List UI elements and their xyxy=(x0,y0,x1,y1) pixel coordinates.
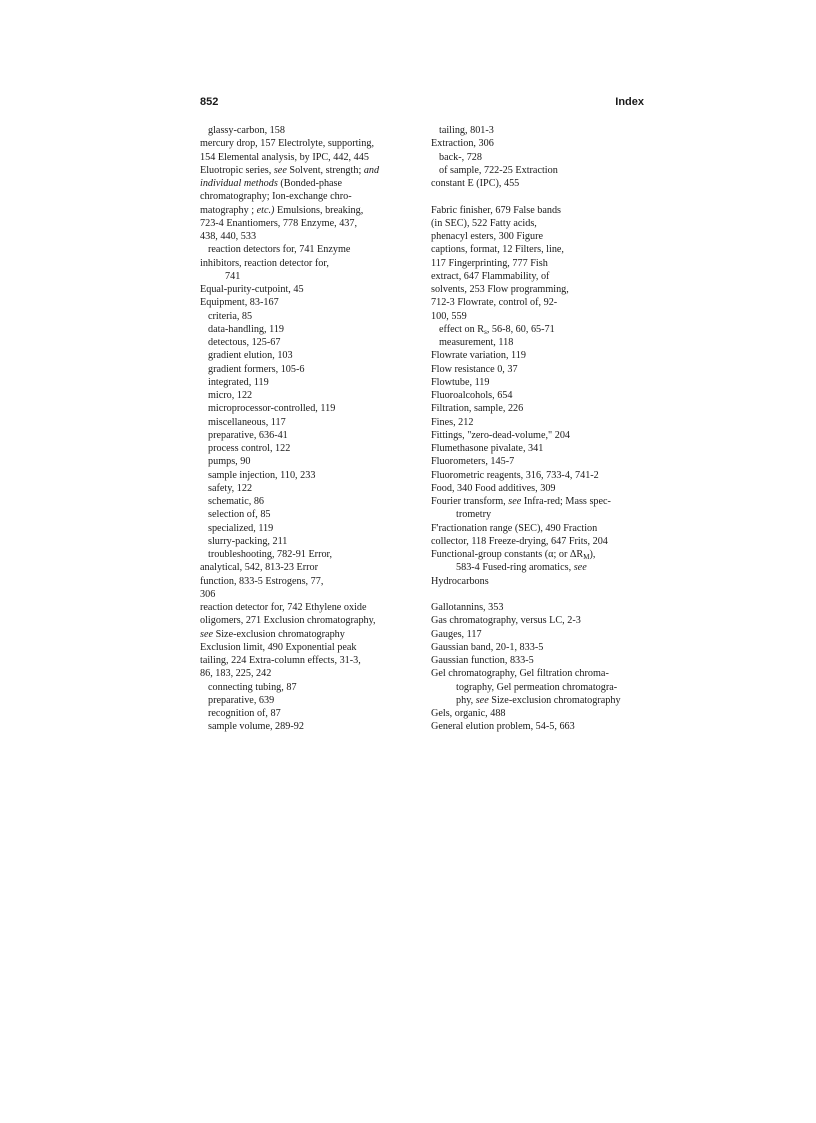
index-entry xyxy=(200,548,416,561)
entry-t: Gaussian band, 20-1, 833-5 xyxy=(431,641,544,653)
index-entry xyxy=(200,389,416,402)
entry-t: gradient elution, 103 xyxy=(208,350,293,362)
entry-i2: and xyxy=(363,164,380,176)
index-entry xyxy=(200,694,416,707)
entry-t2: , 56-8, 60, 65-71 xyxy=(486,323,555,335)
entry-t: reaction detector for, 742 Ethylene oxide xyxy=(200,602,367,613)
entry-t: sample injection, 110, 233 xyxy=(208,469,316,481)
index-entry xyxy=(200,535,416,548)
index-entry xyxy=(431,561,651,574)
index-entry xyxy=(200,495,416,508)
entry-t: 438, 440, 533 xyxy=(200,231,257,242)
entry-t2: Emulsions, breaking, xyxy=(274,204,364,216)
index-entry xyxy=(431,389,651,402)
index-entry xyxy=(200,296,416,309)
entry-t2: Size-exclusion chromatography xyxy=(213,628,345,640)
entry-t: Food, 340 Food additives, 309 xyxy=(431,482,556,494)
index-entry xyxy=(431,151,651,164)
entry-t: 723-4 Enantiomers, 778 Enzyme, 437, xyxy=(200,217,358,229)
entry-t: 712-3 Flowrate, control of, 92- xyxy=(431,297,558,309)
index-entry xyxy=(200,177,416,190)
index-entry xyxy=(431,310,651,323)
index-entry xyxy=(200,190,416,203)
entry-t2: (Bonded-phase xyxy=(277,178,343,189)
index-entry xyxy=(431,402,651,415)
index-entry xyxy=(200,575,416,588)
entry-t: 741 xyxy=(225,270,241,282)
index-entry xyxy=(200,336,416,349)
index-entry xyxy=(431,283,651,296)
index-entry xyxy=(431,667,651,680)
index-entry xyxy=(431,628,651,641)
entry-t: General elution problem, 54-5, 663 xyxy=(431,721,575,733)
index-entry xyxy=(431,336,651,349)
entry-t: miscellaneous, 117 xyxy=(208,416,286,428)
index-entry xyxy=(431,296,651,309)
index-entry xyxy=(431,720,651,733)
entry-t: integrated, 119 xyxy=(208,376,269,388)
index-entry xyxy=(200,151,416,164)
index-entry xyxy=(200,363,416,376)
index-entry xyxy=(200,469,416,482)
index-entry xyxy=(431,442,651,455)
entry-t: Gaussian function, 833-5 xyxy=(431,655,534,666)
entry-sub: s xyxy=(484,327,487,336)
index-entry xyxy=(431,654,651,667)
entry-t: process control, 122 xyxy=(208,443,291,454)
entry-t: Filtration, sample, 226 xyxy=(431,403,524,415)
entry-t: preparative, 636-41 xyxy=(208,429,288,441)
entry-t: of sample, 722-25 Extraction xyxy=(439,164,558,176)
entry-t: back-, 728 xyxy=(439,151,482,163)
index-entry xyxy=(200,508,416,521)
entry-t: Eluotropic series, xyxy=(200,164,274,176)
entry-i: see xyxy=(200,628,214,640)
index-entry xyxy=(200,455,416,468)
index-entry xyxy=(200,137,416,150)
entry-t: Gels, organic, 488 xyxy=(431,708,506,719)
index-entry xyxy=(200,270,416,283)
entry-t: 306 xyxy=(200,588,216,600)
index-entry xyxy=(200,667,416,680)
entry-t: oligomers, 271 Exclusion chromatography, xyxy=(200,615,376,627)
index-entry xyxy=(200,323,416,336)
index-entry xyxy=(200,243,416,256)
entry-t: mercury drop, 157 Electrolyte, supporting, xyxy=(200,138,374,150)
index-entry xyxy=(200,601,416,614)
entry-t: glassy-carbon, 158 xyxy=(208,125,285,136)
entry-t: safety, 122 xyxy=(208,482,253,494)
entry-t2: ), xyxy=(589,549,596,560)
entry-t: detectous, 125-67 xyxy=(208,337,281,348)
entry-t: solvents, 253 Flow programming, xyxy=(431,284,569,295)
entry-t: Exclusion limit, 490 Exponential peak xyxy=(200,641,357,653)
entry-t: Functional-group constants (α; or ΔR xyxy=(431,549,584,560)
index-entry xyxy=(200,283,416,296)
index-entry xyxy=(431,270,651,283)
index-entry xyxy=(200,416,416,429)
entry-t: captions, format, 12 Filters, line, xyxy=(431,244,564,256)
entry-t: Fluorometers, 145-7 xyxy=(431,456,515,468)
entry-t: tailing, 801-3 xyxy=(439,125,494,136)
entry-i: individual methods xyxy=(200,178,278,189)
index-entry xyxy=(431,482,651,495)
entry-t: chromatography; Ion-exchange chro- xyxy=(200,191,352,203)
entry-t: reaction detectors for, 741 Enzyme xyxy=(208,244,351,256)
index-entry xyxy=(431,323,651,336)
entry-t: function, 833-5 Estrogens, 77, xyxy=(200,575,324,587)
entry-t: Gas chromatography, versus LC, 2-3 xyxy=(431,615,581,627)
index-entry xyxy=(200,482,416,495)
entry-i: see xyxy=(573,562,587,574)
entry-t: Flowtube, 119 xyxy=(431,376,490,388)
entry-t: Equal-purity-cutpoint, 45 xyxy=(200,284,304,295)
entry-t: schematic, 86 xyxy=(208,496,265,507)
index-entry xyxy=(200,124,416,137)
index-entry xyxy=(431,614,651,627)
index-entry xyxy=(431,177,651,190)
entry-t: (in SEC), 522 Fatty acids, xyxy=(431,217,537,229)
index-entry xyxy=(431,416,651,429)
entry-t: Flumethasone pivalate, 341 xyxy=(431,443,544,454)
entry-t: microprocessor-controlled, 119 xyxy=(208,403,336,415)
entry-t: Fluoroalcohols, 654 xyxy=(431,390,513,401)
page-number: 852 xyxy=(200,96,219,108)
index-entry xyxy=(431,363,651,376)
entry-t: Hydrocarbons xyxy=(431,575,489,587)
index-entry xyxy=(431,376,651,389)
index-entry xyxy=(200,442,416,455)
entry-t: Equipment, 83-167 xyxy=(200,297,279,309)
index-entry xyxy=(431,124,651,137)
entry-t: selection of, 85 xyxy=(208,509,271,521)
entry-t: tailing, 224 Extra-column effects, 31-3, xyxy=(200,655,361,666)
entry-t: matography ; xyxy=(200,204,257,216)
index-entry xyxy=(431,641,651,654)
entry-i: etc.) xyxy=(256,204,275,216)
entry-t2: Size-exclusion chromatography xyxy=(488,694,621,706)
entry-t: phy, xyxy=(456,694,476,706)
entry-t: inhibitors, reaction detector for, xyxy=(200,257,329,269)
index-entry xyxy=(200,522,416,535)
index-entry xyxy=(200,681,416,694)
entry-t: 154 Elemental analysis, by IPC, 442, 445 xyxy=(200,151,369,163)
entry-sub: M xyxy=(583,553,590,561)
entry-t: tography, Gel permeation chromatogra- xyxy=(456,681,618,693)
entry-t: Fittings, "zero-dead-volume," 204 xyxy=(431,429,571,441)
entry-t: recognition of, 87 xyxy=(208,708,281,719)
index-entry xyxy=(200,614,416,627)
index-entry xyxy=(431,429,651,442)
index-entry xyxy=(431,575,651,588)
entry-i: see xyxy=(273,164,287,176)
entry-t: Fourier transform, xyxy=(431,496,509,507)
entry-gap xyxy=(431,588,651,601)
entry-t: micro, 122 xyxy=(208,390,253,401)
index-entry xyxy=(431,508,651,521)
index-entry xyxy=(431,349,651,362)
entry-t: 583-4 Fused-ring aromatics, xyxy=(456,562,574,574)
entry-t: 86, 183, 225, 242 xyxy=(200,668,272,680)
index-entry xyxy=(431,548,651,561)
entry-t: Gauges, 117 xyxy=(431,628,482,640)
index-entry xyxy=(431,522,651,535)
entry-t: 100, 559 xyxy=(431,310,467,322)
index-entry xyxy=(431,601,651,614)
index-entry xyxy=(200,707,416,720)
entry-t: Flow resistance 0, 37 xyxy=(431,363,518,375)
entry-t: pumps, 90 xyxy=(208,456,251,468)
index-entry xyxy=(200,561,416,574)
index-entry xyxy=(431,707,651,720)
index-entry xyxy=(200,720,416,733)
index-entry xyxy=(431,694,651,707)
index-entry xyxy=(431,495,651,508)
entry-t: Flowrate variation, 119 xyxy=(431,350,526,362)
index-entry xyxy=(200,588,416,601)
entry-t: connecting tubing, 87 xyxy=(208,681,297,693)
entry-t2: Infra-red; Mass spec- xyxy=(521,496,611,507)
index-entry xyxy=(200,376,416,389)
index-entry xyxy=(200,217,416,230)
index-entry xyxy=(200,429,416,442)
index-entry xyxy=(431,164,651,177)
entry-t: F'ractionation range (SEC), 490 Fraction xyxy=(431,522,598,534)
index-entry xyxy=(431,535,651,548)
index-entry xyxy=(200,204,416,217)
entry-t: Fines, 212 xyxy=(431,416,474,428)
index-entry xyxy=(200,310,416,323)
index-entry xyxy=(431,230,651,243)
entry-t: measurement, 118 xyxy=(439,337,514,348)
entry-t: troubleshooting, 782-91 Error, xyxy=(208,549,333,560)
entry-t: criteria, 85 xyxy=(208,310,253,322)
entry-t: specialized, 119 xyxy=(208,522,274,534)
index-entry xyxy=(200,402,416,415)
entry-t: gradient formers, 105-6 xyxy=(208,363,305,375)
index-entry xyxy=(200,230,416,243)
entry-t: Fluorometric reagents, 316, 733-4, 741-2 xyxy=(431,469,599,481)
entry-t: phenacyl esters, 300 Figure xyxy=(431,231,544,242)
entry-i: see xyxy=(508,496,522,507)
entry-t: Extraction, 306 xyxy=(431,138,494,150)
entry-t: slurry-packing, 211 xyxy=(208,535,288,547)
index-entry xyxy=(431,469,651,482)
index-entry xyxy=(200,654,416,667)
index-entry xyxy=(200,641,416,654)
entry-t: analytical, 542, 813-23 Error xyxy=(200,562,318,574)
entry-i: see xyxy=(475,694,489,706)
index-column-left xyxy=(200,124,416,734)
index-entry xyxy=(431,681,651,694)
index-entry xyxy=(431,137,651,150)
index-entry xyxy=(431,257,651,270)
entry-t: preparative, 639 xyxy=(208,694,275,706)
index-entry xyxy=(200,349,416,362)
entry-t: Gallotannins, 353 xyxy=(431,602,504,613)
entry-t: collector, 118 Freeze-drying, 647 Frits, 204 xyxy=(431,535,608,547)
entry-gap xyxy=(431,190,651,203)
entry-t: effect on R xyxy=(439,323,485,335)
entry-t: data-handling, 119 xyxy=(208,323,285,335)
index-entry xyxy=(200,628,416,641)
entry-t: 117 Fingerprinting, 777 Fish xyxy=(431,257,548,269)
entry-t: trometry xyxy=(456,509,492,521)
index-entry xyxy=(200,164,416,177)
index-entry xyxy=(431,455,651,468)
entry-t: sample volume, 289-92 xyxy=(208,721,304,733)
index-column-right xyxy=(431,124,651,734)
entry-t2: Solvent, strength; xyxy=(286,164,364,176)
entry-t: Fabric finisher, 679 False bands xyxy=(431,204,562,216)
entry-t: Gel chromatography, Gel filtration chroma- xyxy=(431,668,609,680)
index-entry xyxy=(431,204,651,217)
entry-t: constant E (IPC), 455 xyxy=(431,178,520,189)
section-title: Index xyxy=(615,96,644,108)
index-entry xyxy=(200,257,416,270)
index-entry xyxy=(431,217,651,230)
entry-t: extract, 647 Flammability, of xyxy=(431,270,550,282)
index-entry xyxy=(431,243,651,256)
